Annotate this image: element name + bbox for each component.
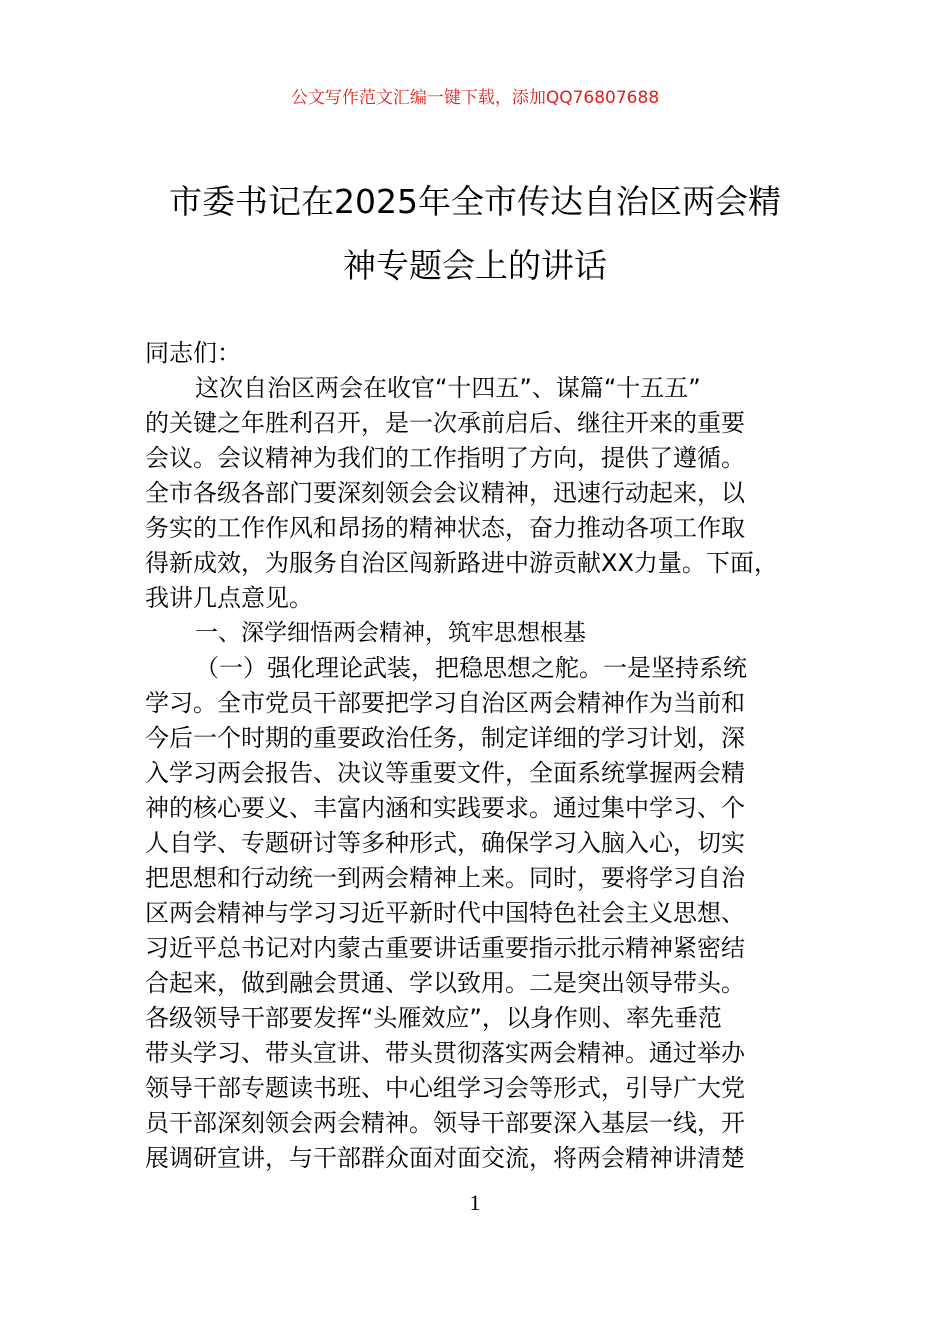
paragraph-line: 这次自治区两会在收官“十四五”、谋篇“十五五” bbox=[195, 374, 701, 402]
paragraph-line: （一）强化理论武装，把稳思想之舵。一是坚持系统 bbox=[195, 654, 747, 682]
paragraph-line: 学习。全市党员干部要把学习自治区两会精神作为当前和 bbox=[145, 689, 745, 717]
paragraph-line: 神的核心要义、丰富内涵和实践要求。通过集中学习、个 bbox=[145, 794, 745, 822]
page-number: 1 bbox=[469, 1190, 481, 1215]
paragraph-line: 今后一个时期的重要政治任务，制定详细的学习计划，深 bbox=[145, 724, 745, 752]
salutation: 同志们： bbox=[145, 339, 241, 367]
paragraph-line: 会议。会议精神为我们的工作指明了方向，提供了遵循。 bbox=[145, 444, 745, 472]
paragraph-line: 的关键之年胜利召开，是一次承前启后、继往开来的重要 bbox=[145, 409, 745, 437]
paragraph-line: 入学习两会报告、决议等重要文件，全面系统掌握两会精 bbox=[145, 759, 745, 787]
title-line-1: 市委书记在2025年全市传达自治区两会精 bbox=[169, 182, 781, 221]
paragraph-line: 区两会精神与学习习近平新时代中国特色社会主义思想、 bbox=[145, 899, 745, 927]
section-heading: 一、深学细悟两会精神，筑牢思想根基 bbox=[195, 620, 586, 646]
paragraph-line: 各级领导干部要发挥“头雁效应”，以身作则、率先垂范 bbox=[145, 1004, 722, 1032]
paragraph-line: 务实的工作作风和昂扬的精神状态，奋力推动各项工作取 bbox=[145, 514, 745, 542]
paragraph-line: 员干部深刻领会两会精神。领导干部要深入基层一线，开 bbox=[145, 1109, 745, 1137]
paragraph-line: 得新成效，为服务自治区闯新路进中游贡献XX力量。下面， bbox=[145, 549, 778, 577]
paragraph-line: 带头学习、带头宣讲、带头贯彻落实两会精神。通过举办 bbox=[145, 1039, 745, 1067]
paragraph-line: 全市各级各部门要深刻领会会议精神，迅速行动起来，以 bbox=[145, 479, 745, 507]
download-banner: 公文写作范文汇编一键下载，添加QQ76807688 bbox=[290, 88, 660, 108]
paragraph-line: 领导干部专题读书班、中心组学习会等形式，引导广大党 bbox=[145, 1074, 745, 1102]
document-body bbox=[145, 336, 835, 1176]
paragraph-line: 人自学、专题研讨等多种形式，确保学习入脑入心，切实 bbox=[145, 829, 745, 857]
paragraph-line: 把思想和行动统一到两会精神上来。同时，要将学习自治 bbox=[145, 864, 745, 892]
paragraph-line: 习近平总书记对内蒙古重要讲话重要指示批示精神紧密结 bbox=[145, 934, 745, 962]
paragraph-line: 我讲几点意见。 bbox=[145, 584, 313, 612]
paragraph-line: 展调研宣讲，与干部群众面对面交流，将两会精神讲清楚 bbox=[145, 1144, 745, 1172]
document-title bbox=[120, 170, 830, 298]
title-line-2: 神专题会上的讲话 bbox=[343, 246, 607, 285]
paragraph-line: 合起来，做到融会贯通、学以致用。二是突出领导带头。 bbox=[145, 969, 745, 997]
